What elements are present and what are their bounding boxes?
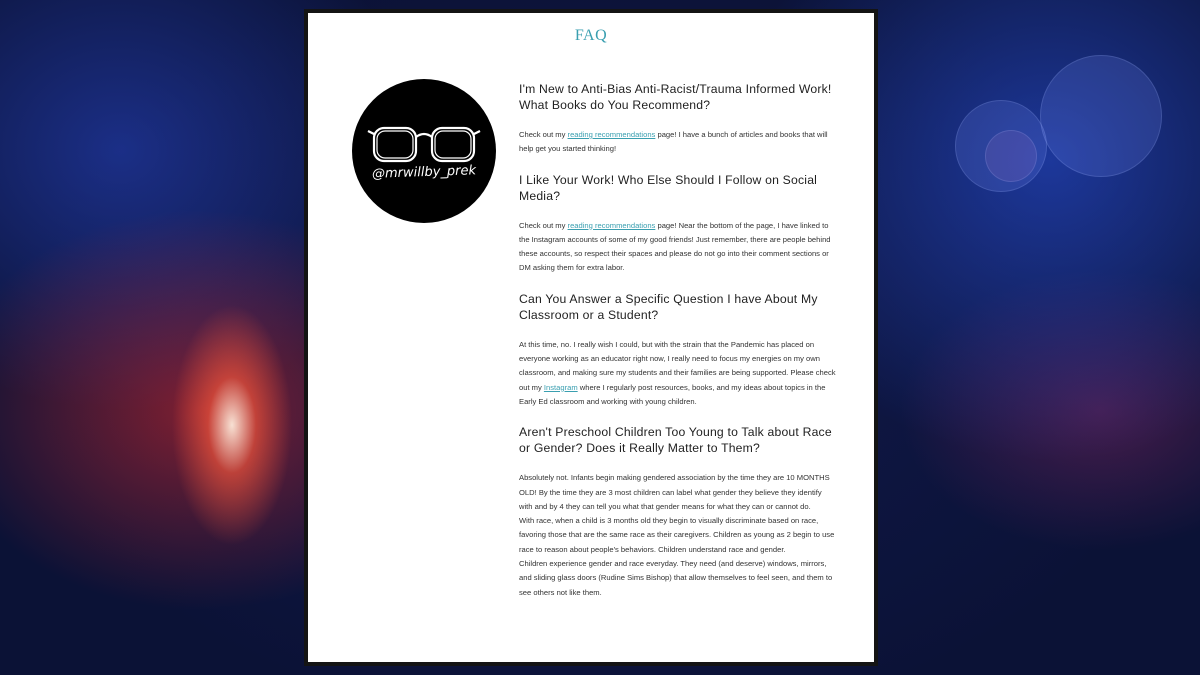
faq-list <box>519 81 837 615</box>
answer-paragraph: Children experience gender and race everyday. They need (and deserve) windows, mirrors, and sliding glass doors (Rudine Sims Bishop) that allow themselves to feel seen, and them to see others not like them. <box>519 559 833 597</box>
answer-text: where I regularly post resources, books, and my ideas about topics in the Early Ed classroom and working with young children. <box>519 382 826 406</box>
page-title: FAQ <box>574 27 608 44</box>
answer-text: page! Near the bottom of the page, I have linked to the Instagram accounts of some of my good friends! Just remember, there are people behind these accounts, so respect their spaces and please do not go into their comment sections or DM asking them for extra labor. <box>519 220 831 273</box>
profile-avatar <box>352 79 496 223</box>
answer-paragraph: With race, when a child is 3 months old they begin to visually discriminate based on race, favoring those that are the same race as their caregivers. Children as young as 2 begin to use race to reason about people's behaviors. Children understand race and gender. <box>519 516 835 554</box>
avatar-handle: @mrwillby_prek <box>371 163 477 182</box>
faq-answer <box>519 471 837 600</box>
faq-question: I'm New to Anti-Bias Anti-Racist/Trauma Informed Work! What Books do You Recommend? <box>519 82 832 112</box>
faq-question: Can You Answer a Specific Question I have About My Classroom or a Student? <box>519 291 818 322</box>
bokeh-light <box>985 130 1037 182</box>
faq-answer <box>519 338 837 409</box>
answer-text: page! I have a bunch of articles and books that will help get you started thinking! <box>519 130 828 154</box>
answer-text: At this time, no. I really wish I could, but with the strain that the Pandemic has placed on everyone working as an educator right now, I really need to focus my energies on my own classroom, and making sure my students and their families are being supported. Please check out my <box>519 339 836 392</box>
reading-recommendations-link[interactable]: reading recommendations <box>567 220 656 230</box>
faq-question: I Like Your Work! Who Else Should I Follow on Social Media? <box>519 172 818 203</box>
instagram-link[interactable]: Instagram <box>543 382 578 392</box>
reading-recommendations-link[interactable]: reading recommendations <box>567 130 656 139</box>
faq-answer <box>519 219 837 276</box>
answer-text: Check out my <box>519 220 568 230</box>
answer-paragraph: Absolutely not. Infants begin making gendered association by the time they are 10 MONTHS OLD! By the time they are 3 most children can label what gender they believe they identify with and by 4 they can tell you what that gender means for what they can or cannot do. <box>519 473 830 511</box>
faq-page <box>304 9 878 666</box>
bokeh-light <box>1040 55 1162 177</box>
faq-answer <box>519 128 837 157</box>
answer-text: Check out my <box>519 130 568 139</box>
faq-question: Aren't Preschool Children Too Young to Talk about Race or Gender? Does it Really Matter to Them? <box>519 425 832 456</box>
glasses-icon <box>352 79 496 223</box>
